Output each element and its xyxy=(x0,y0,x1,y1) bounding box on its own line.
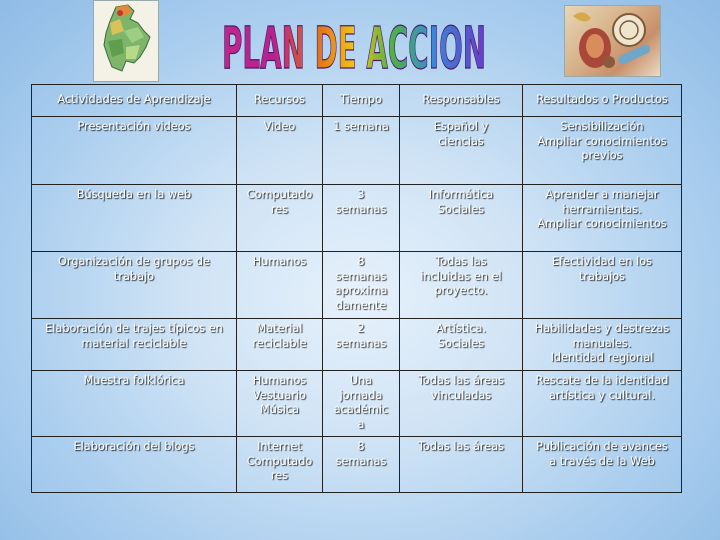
table-cell: 2 semanas xyxy=(323,319,400,371)
handicraft-art-icon xyxy=(564,5,661,77)
table-cell: Aprender a manejar herramientas. Ampliar conocimientos xyxy=(523,185,682,252)
table-cell: Video xyxy=(237,117,323,185)
table-cell: Computado res xyxy=(237,185,323,252)
table-cell: Material reciclable xyxy=(237,319,323,371)
table-cell: Elaboración del blogs xyxy=(32,437,237,493)
colombia-map-icon xyxy=(93,0,159,82)
table-cell: Habilidades y destrezas manuales. Identidad regional xyxy=(523,319,682,371)
header-cell-results: Resultados o Productos xyxy=(523,85,682,117)
table-cell: Sensibilización Ampliar conocimientos previos xyxy=(523,117,682,185)
table-cell: Humanos xyxy=(237,252,323,319)
page-title xyxy=(218,12,490,80)
table-cell: Efectividad en los trabajos xyxy=(523,252,682,319)
table-cell: 1 semana xyxy=(323,117,400,185)
table-cell: Informática Sociales xyxy=(400,185,523,252)
table-row xyxy=(32,371,682,437)
table-row xyxy=(32,437,682,493)
table-cell: Presentación videos xyxy=(32,117,237,185)
table-cell: Elaboración de trajes típicos en material reciclable xyxy=(32,319,237,371)
table-row xyxy=(32,185,682,252)
table-cell: Humanos Vestuario Música xyxy=(237,371,323,437)
svg-text:PLAN DE ACCION: PLAN DE ACCION xyxy=(222,14,486,82)
table-row xyxy=(32,117,682,185)
table-cell: Una jornada académic a xyxy=(323,371,400,437)
table-cell: Todas las incluidas en el proyecto. xyxy=(400,252,523,319)
table-cell: Internet Computado res xyxy=(237,437,323,493)
table-cell: 8 semanas xyxy=(323,437,400,493)
table-row xyxy=(32,252,682,319)
table-cell: Todas las áreas xyxy=(400,437,523,493)
table-cell: Español y ciencias xyxy=(400,117,523,185)
table-cell: 8 semanas aproxima damente xyxy=(323,252,400,319)
table-cell: Organización de grupos de trabajo xyxy=(32,252,237,319)
table-cell: Rescate de la identidad artística y cultural. xyxy=(523,371,682,437)
table-cell: Todas las áreas vinculadas xyxy=(400,371,523,437)
table-cell: 3 semanas xyxy=(323,185,400,252)
action-plan-table xyxy=(31,84,682,493)
table-cell: Búsqueda en la web xyxy=(32,185,237,252)
header-cell-responsible: Responsables xyxy=(400,85,523,117)
header-cell-time: Tiempo xyxy=(323,85,400,117)
table-header-row xyxy=(32,85,682,117)
table-row xyxy=(32,319,682,371)
table-cell: Muestra folklórica xyxy=(32,371,237,437)
table-cell: Publicación de avances a través de la Web xyxy=(523,437,682,493)
table-cell: Artística. Sociales xyxy=(400,319,523,371)
header-cell-resources: Recursos xyxy=(237,85,323,117)
header-cell-activities: Actividades de Aprendizaje xyxy=(32,85,237,117)
